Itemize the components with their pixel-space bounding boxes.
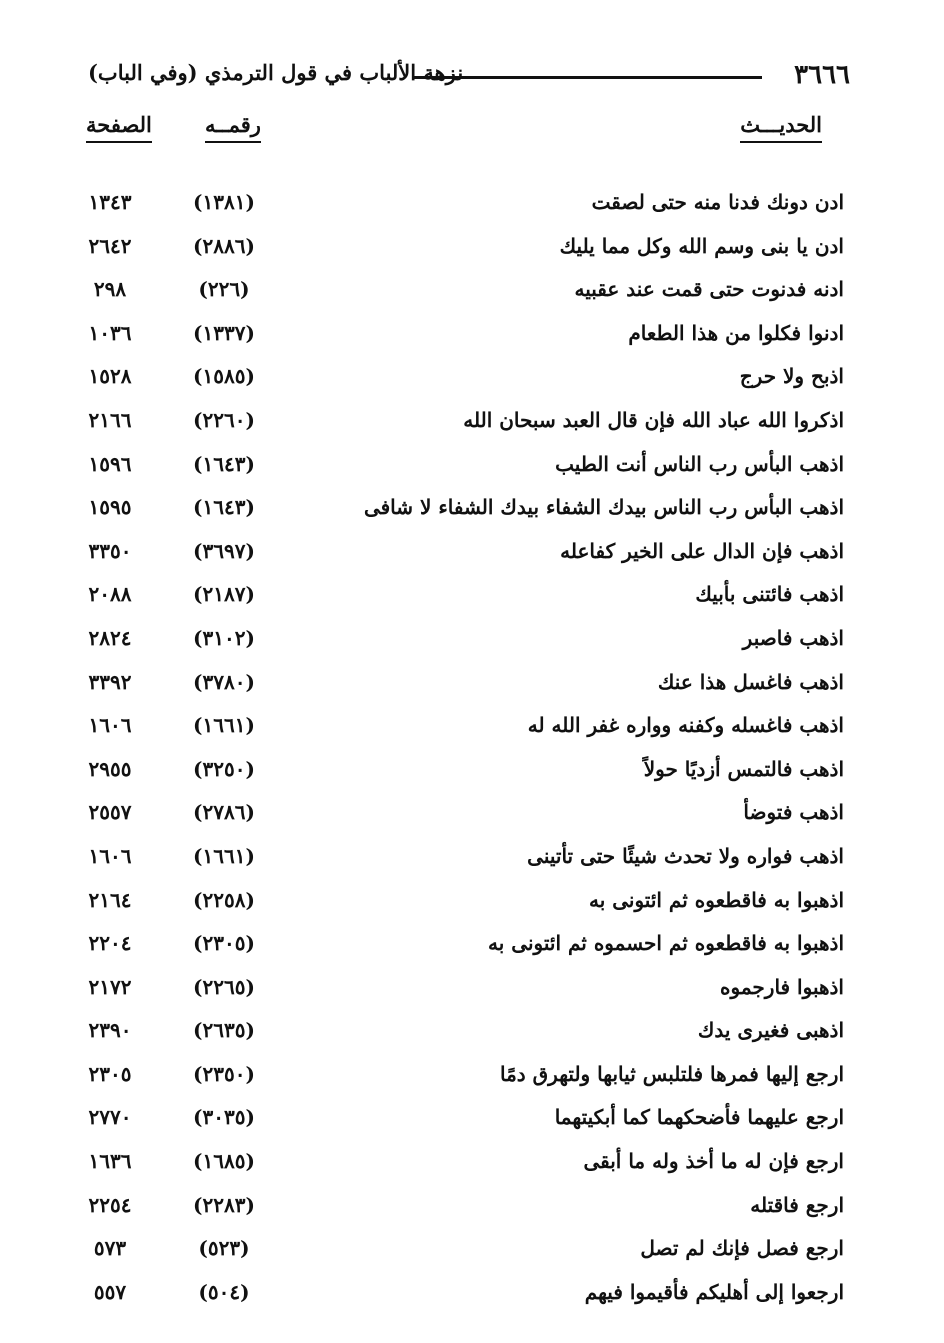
hadith-number: (٢٨٨٦) (193, 233, 255, 258)
page-reference: ٢٩٥٥ (88, 756, 132, 781)
hadith-text: اذهب البأس رب الناس بيدك الشفاء بيدك الشفاء لا شافى (363, 495, 844, 520)
hadith-number: (٣٠٣٥) (193, 1105, 255, 1130)
header-rule (412, 76, 762, 79)
hadith-number: (٢٢٦) (198, 277, 250, 302)
hadith-text: اذهب البأس رب الناس أنت الطيب (555, 451, 844, 476)
page-reference: ٢١٧٢ (88, 974, 132, 999)
hadith-text: ارجعوا إلى أهليكم فأقيموا فيهم (584, 1279, 844, 1304)
hadith-text: ادن يا بنى وسم الله وكل مما يليك (559, 233, 844, 258)
page-reference: ٢٠٨٨ (88, 582, 132, 607)
hadith-number: (١٥٨٥) (193, 364, 255, 389)
hadith-text: ادنوا فكلوا من هذا الطعام (628, 320, 844, 345)
column-header-number: رقمــه (205, 112, 261, 143)
index-row (60, 535, 850, 579)
index-row (60, 927, 850, 971)
hadith-number: (٢٣٥٠) (193, 1061, 255, 1086)
hadith-text: اذهب فالتمس أزديًا حولاً (643, 756, 844, 781)
hadith-number: (١٣٣٧) (193, 320, 255, 345)
hadith-text: ارجع فاقتله (750, 1192, 844, 1217)
page-reference: ٢١٦٤ (88, 887, 132, 912)
page-reference: ٢٣٠٥ (88, 1061, 132, 1086)
index-row (60, 709, 850, 753)
hadith-number: (٣١٠٢) (193, 625, 255, 650)
index-row (60, 753, 850, 797)
index-row (60, 1101, 850, 1145)
hadith-number: (٥٢٣) (198, 1236, 250, 1261)
book-title: نزهة الألباب في قول الترمذي (وفي الباب) (88, 60, 464, 85)
hadith-number: (٢١٨٧) (193, 582, 255, 607)
index-row (60, 796, 850, 840)
hadith-text: اذهبى فغيرى يدك (697, 1018, 844, 1043)
index-row (60, 404, 850, 448)
page-reference: ٥٥٧ (93, 1279, 127, 1304)
hadith-number: (١٣٨١) (193, 190, 255, 214)
hadith-number: (٢٢٦٠) (193, 407, 255, 432)
hadith-text: اذهب فاغسل هذا عنك (657, 669, 844, 694)
index-row (60, 1058, 850, 1102)
hadith-number: (٢٧٨٦) (193, 800, 255, 825)
index-row (60, 448, 850, 492)
page-reference: ٢١٦٦ (88, 407, 132, 432)
hadith-text: اذهب فواره ولا تحدث شيئًا حتى تأتينى (527, 843, 844, 868)
page-reference: ٣٣٩٢ (88, 669, 132, 694)
index-row (60, 1014, 850, 1058)
hadith-text: ارجع فصل فإنك لم تصل (640, 1236, 844, 1261)
hadith-text: اذهبوا به فاقطعوه ثم احسموه ثم ائتونى به (488, 931, 844, 956)
hadith-number: (٣٦٩٧) (193, 538, 255, 563)
index-list (60, 186, 850, 1319)
index-row (60, 884, 850, 928)
page-reference: ١٣٤٣ (88, 190, 132, 214)
page-reference: ١٥٩٦ (88, 451, 132, 476)
index-row (60, 360, 850, 404)
page-reference: ٥٧٣ (93, 1236, 127, 1261)
page-reference: ٢٦٤٢ (88, 233, 132, 258)
hadith-text: ادن دونك فدنا منه حتى لصقت (591, 190, 844, 214)
page-reference: ٢٨٢٤ (88, 625, 132, 650)
page-number: ٣٦٦٦ (794, 60, 850, 90)
hadith-text: اذهب فإن الدال على الخير كفاعله (560, 538, 844, 563)
index-row (60, 622, 850, 666)
page-reference: ١٠٣٦ (88, 320, 132, 345)
page-reference: ٢٢٠٤ (88, 931, 132, 956)
hadith-number: (١٦٨٥) (193, 1149, 255, 1174)
page-reference: ١٥٩٥ (88, 495, 132, 520)
hadith-text: اذكروا الله عباد الله فإن قال العبد سبحان الله (463, 407, 844, 432)
column-header-page: الصفحة (86, 112, 152, 143)
page-reference: ٢٧٧٠ (88, 1105, 132, 1130)
index-row (60, 1232, 850, 1276)
hadith-text: اذهب فتوضأ (743, 800, 844, 825)
page-reference: ٢٢٥٤ (88, 1192, 132, 1217)
index-row (60, 230, 850, 274)
page-reference: ١٦٣٦ (88, 1149, 132, 1174)
hadith-text: اذبح ولا حرج (739, 364, 844, 389)
page-reference: ٢٩٨ (93, 277, 127, 302)
column-header-hadith: الحديـــث (740, 112, 822, 143)
hadith-number: (٢٢٨٣) (193, 1192, 255, 1217)
page-reference: ١٦٠٦ (88, 713, 132, 738)
hadith-number: (٢٣٠٥) (193, 931, 255, 956)
index-row (60, 1276, 850, 1320)
hadith-text: ارجع فإن له ما أخذ وله ما أبقى (583, 1149, 844, 1174)
hadith-number: (٢٦٣٥) (193, 1018, 255, 1043)
index-row (60, 578, 850, 622)
hadith-text: اذهبوا فارجموه (720, 974, 844, 999)
hadith-text: اذهب فاغسله وكفنه وواره غفر الله له (527, 713, 844, 738)
index-row (60, 317, 850, 361)
hadith-number: (١٦٤٣) (193, 495, 255, 520)
hadith-number: (٢٢٦٥) (193, 974, 255, 999)
hadith-number: (٣٢٥٠) (193, 756, 255, 781)
hadith-text: ارجع إليها فمرها فلتلبس ثيابها ولتهرق دمًا (499, 1061, 844, 1086)
hadith-number: (٢٢٥٨) (193, 887, 255, 912)
hadith-number: (٥٠٤) (198, 1279, 250, 1304)
page-reference: ١٥٢٨ (88, 364, 132, 389)
index-row (60, 273, 850, 317)
page-reference: ٢٥٥٧ (88, 800, 132, 825)
hadith-text: اذهبوا به فاقطعوه ثم ائتونى به (588, 887, 844, 912)
page-reference: ١٦٠٦ (88, 843, 132, 868)
page-header (80, 58, 850, 98)
hadith-number: (١٦٦١) (193, 843, 255, 868)
index-row (60, 186, 850, 230)
index-row (60, 1189, 850, 1233)
index-row (60, 491, 850, 535)
hadith-text: ادنه فدنوت حتى قمت عند عقبيه (574, 277, 844, 302)
index-row (60, 840, 850, 884)
hadith-text: اذهب فائتنى بأبيك (695, 582, 844, 607)
hadith-text: ارجع عليهما فأضحكهما كما أبكيتهما (554, 1105, 844, 1130)
hadith-number: (٣٧٨٠) (193, 669, 255, 694)
hadith-text: اذهب فاصبر (742, 625, 844, 650)
hadith-number: (١٦٤٣) (193, 451, 255, 476)
hadith-number: (١٦٦١) (193, 713, 255, 738)
index-row (60, 971, 850, 1015)
page-reference: ٣٣٥٠ (88, 538, 132, 563)
page-reference: ٢٣٩٠ (88, 1018, 132, 1043)
index-row (60, 1145, 850, 1189)
index-row (60, 666, 850, 710)
